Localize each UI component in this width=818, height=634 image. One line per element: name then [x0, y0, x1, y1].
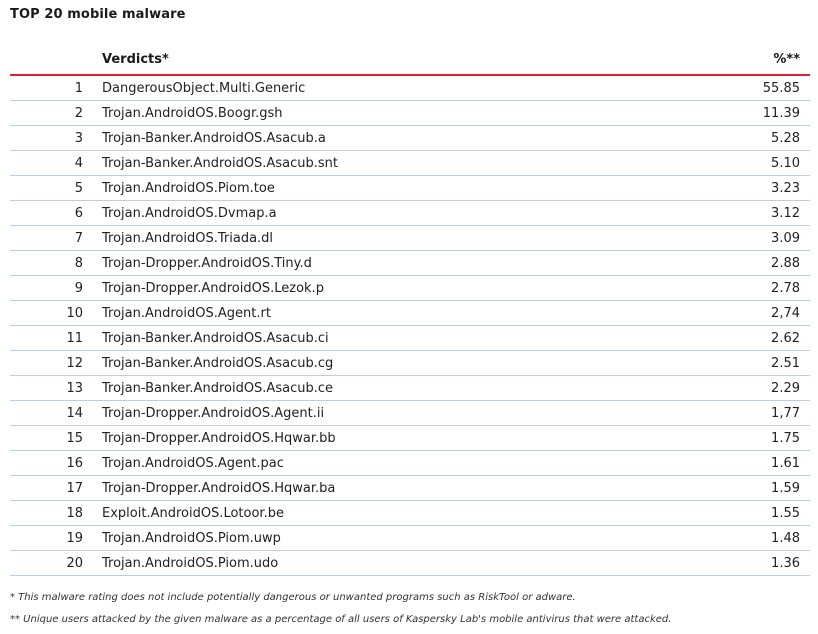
footnote-users: ** Unique users attacked by the given malware as a percentage of all users of Kaspersky Lab's mobile antivirus that were attacked.: [10, 614, 672, 625]
row-rank: 2: [74, 106, 83, 121]
row-rank: 12: [66, 356, 83, 371]
row-percent: 1.48: [771, 531, 800, 546]
row-verdict: Trojan-Dropper.AndroidOS.Lezok.p: [102, 281, 324, 296]
header-percent: %**: [773, 52, 800, 67]
table-row: [10, 276, 810, 301]
row-verdict: Trojan-Dropper.AndroidOS.Agent.ii: [102, 406, 325, 421]
row-percent: 3.23: [771, 181, 800, 196]
row-percent: 55.85: [762, 81, 800, 96]
row-rank: 17: [66, 481, 83, 496]
row-verdict: Trojan-Banker.AndroidOS.Asacub.ci: [102, 331, 329, 346]
table-row: [10, 501, 810, 526]
row-verdict: Trojan.AndroidOS.Dvmap.a: [102, 206, 277, 221]
row-rank: 18: [66, 506, 83, 521]
row-rank: 14: [66, 406, 83, 421]
row-percent: 2.29: [771, 381, 800, 396]
table-row: [10, 476, 810, 501]
row-rank: 6: [74, 206, 83, 221]
row-rank: 7: [74, 231, 83, 246]
row-verdict: Exploit.AndroidOS.Lotoor.be: [102, 506, 284, 521]
row-verdict: Trojan.AndroidOS.Piom.toe: [102, 181, 275, 196]
row-verdict: Trojan-Banker.AndroidOS.Asacub.ce: [102, 381, 333, 396]
row-verdict: Trojan-Dropper.AndroidOS.Tiny.d: [102, 256, 312, 271]
table-row: [10, 426, 810, 451]
row-percent: 2.51: [771, 356, 800, 371]
table-row: [10, 251, 810, 276]
table-row: [10, 451, 810, 476]
row-verdict: Trojan.AndroidOS.Piom.udo: [102, 556, 279, 571]
row-percent: 1.36: [771, 556, 800, 571]
table-row: [10, 551, 810, 576]
row-percent: 2.62: [771, 331, 800, 346]
row-percent: 3.09: [771, 231, 800, 246]
table-row: [10, 101, 810, 126]
table-row: [10, 401, 810, 426]
table-row: [10, 301, 810, 326]
row-verdict: Trojan-Banker.AndroidOS.Asacub.snt: [102, 156, 338, 171]
table-row: [10, 176, 810, 201]
row-percent: 1.61: [771, 456, 800, 471]
table-header: [10, 48, 810, 76]
row-rank: 19: [66, 531, 83, 546]
table-body: [10, 76, 810, 576]
row-rank: 13: [66, 381, 83, 396]
row-rank: 3: [74, 131, 83, 146]
table-row: [10, 526, 810, 551]
table-row: [10, 76, 810, 101]
row-verdict: Trojan.AndroidOS.Agent.rt: [102, 306, 271, 321]
row-verdict: Trojan-Dropper.AndroidOS.Hqwar.ba: [102, 481, 336, 496]
footnote-rating: * This malware rating does not include potentially dangerous or unwanted programs such as RiskTool or adware.: [10, 592, 576, 603]
row-percent: 2.78: [771, 281, 800, 296]
row-verdict: Trojan.AndroidOS.Piom.uwp: [102, 531, 281, 546]
table-row: [10, 151, 810, 176]
row-rank: 4: [74, 156, 83, 171]
table-row: [10, 351, 810, 376]
malware-table: [10, 48, 810, 576]
table-row: [10, 376, 810, 401]
row-rank: 16: [66, 456, 83, 471]
row-percent: 1.75: [771, 431, 800, 446]
row-verdict: DangerousObject.Multi.Generic: [102, 81, 306, 96]
row-percent: 1,77: [771, 406, 800, 421]
row-verdict: Trojan.AndroidOS.Boogr.gsh: [102, 106, 283, 121]
row-rank: 10: [66, 306, 83, 321]
row-percent: 1.59: [771, 481, 800, 496]
row-rank: 1: [74, 81, 83, 96]
row-rank: 9: [74, 281, 83, 296]
table-row: [10, 201, 810, 226]
row-percent: 2.88: [771, 256, 800, 271]
table-row: [10, 326, 810, 351]
row-percent: 5.10: [771, 156, 800, 171]
table-row: [10, 126, 810, 151]
row-percent: 5.28: [771, 131, 800, 146]
page-title: TOP 20 mobile malware: [10, 7, 186, 22]
row-percent: 2,74: [771, 306, 800, 321]
row-rank: 8: [74, 256, 83, 271]
table-row: [10, 226, 810, 251]
row-rank: 5: [74, 181, 83, 196]
row-verdict: Trojan-Dropper.AndroidOS.Hqwar.bb: [102, 431, 336, 446]
row-percent: 1.55: [771, 506, 800, 521]
row-percent: 11.39: [762, 106, 800, 121]
row-verdict: Trojan.AndroidOS.Agent.pac: [102, 456, 284, 471]
header-verdicts: Verdicts*: [102, 52, 169, 67]
row-rank: 15: [66, 431, 83, 446]
row-rank: 20: [66, 556, 83, 571]
row-rank: 11: [66, 331, 83, 346]
row-verdict: Trojan-Banker.AndroidOS.Asacub.cg: [102, 356, 334, 371]
row-percent: 3.12: [771, 206, 800, 221]
row-verdict: Trojan-Banker.AndroidOS.Asacub.a: [102, 131, 326, 146]
row-verdict: Trojan.AndroidOS.Triada.dl: [102, 231, 274, 246]
